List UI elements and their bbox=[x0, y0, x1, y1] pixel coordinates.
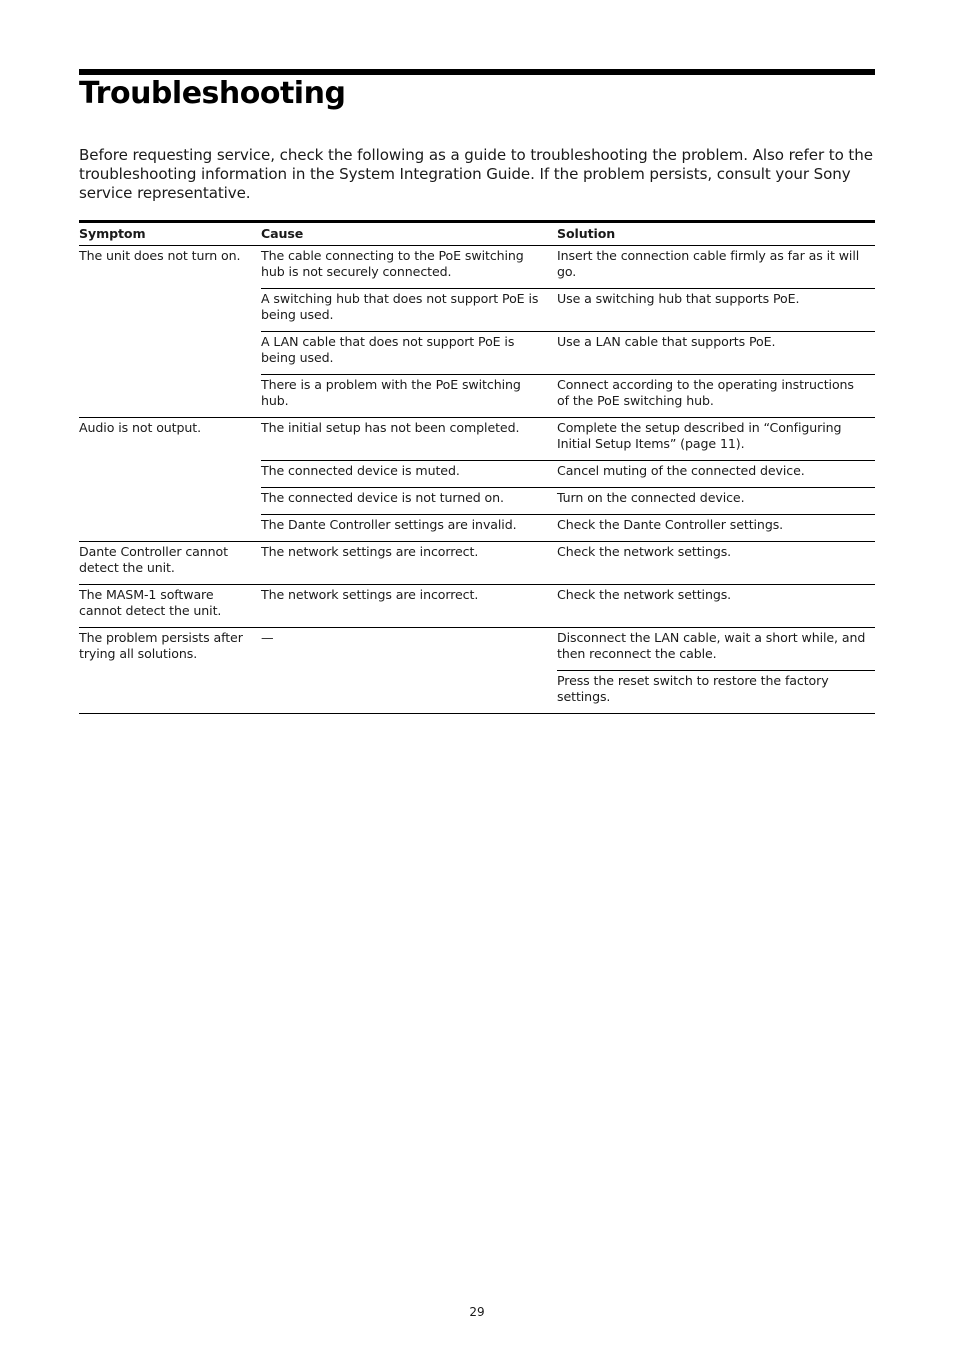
table-row bbox=[79, 585, 875, 628]
intro-paragraph: Before requesting service, check the following as a guide to troubleshooting the problem. Also refer to the troubleshooting information in the System Integration Guide. If the problem persists, consult your Sony service representative. bbox=[79, 146, 873, 202]
solution-cell: Check the network settings. bbox=[557, 544, 732, 559]
troubleshooting-table bbox=[79, 220, 875, 714]
page-number: 29 bbox=[469, 1305, 485, 1319]
cause-cell: The network settings are incorrect. bbox=[261, 587, 479, 602]
table-row bbox=[79, 246, 875, 289]
cause-cell: A LAN cable that does not support PoE is being used. bbox=[261, 332, 557, 375]
table-row bbox=[79, 418, 875, 461]
solution-cell: Use a switching hub that supports PoE. bbox=[557, 289, 875, 332]
solution-cell: Press the reset switch to restore the factory settings. bbox=[557, 671, 875, 714]
cause-cell: The connected device is muted. bbox=[261, 461, 557, 488]
solution-cell: Check the network settings. bbox=[557, 587, 732, 602]
symptom-cell: The problem persists after trying all solutions. bbox=[79, 630, 243, 661]
cause-cell: There is a problem with the PoE switching hub. bbox=[261, 375, 557, 418]
cause-cell: — bbox=[261, 630, 274, 645]
cause-cell: The cable connecting to the PoE switching hub is not securely connected. bbox=[261, 248, 524, 279]
symptom-cell: Dante Controller cannot detect the unit. bbox=[79, 544, 228, 575]
title-rule bbox=[79, 69, 875, 75]
solution-cell: Turn on the connected device. bbox=[557, 488, 875, 515]
solution-cell: Cancel muting of the connected device. bbox=[557, 461, 875, 488]
solution-cell: Use a LAN cable that supports PoE. bbox=[557, 332, 875, 375]
symptom-cell: The MASM-1 software cannot detect the unit. bbox=[79, 587, 222, 618]
solution-cell: Connect according to the operating instructions of the PoE switching hub. bbox=[557, 375, 875, 418]
symptom-cell: The unit does not turn on. bbox=[79, 248, 241, 263]
table-header-row bbox=[79, 222, 875, 246]
solution-cell: Complete the setup described in “Configuring Initial Setup Items” (page 11). bbox=[557, 420, 842, 451]
solution-cell: Check the Dante Controller settings. bbox=[557, 515, 875, 542]
header-cause: Cause bbox=[261, 226, 304, 241]
cause-cell: The connected device is not turned on. bbox=[261, 488, 557, 515]
symptom-cell: Audio is not output. bbox=[79, 420, 202, 435]
page-title: Troubleshooting bbox=[79, 76, 346, 111]
header-solution: Solution bbox=[557, 226, 616, 241]
cause-cell: The initial setup has not been completed. bbox=[261, 420, 520, 435]
cause-cell: The Dante Controller settings are invalid. bbox=[261, 515, 557, 542]
cause-cell: A switching hub that does not support PoE is being used. bbox=[261, 289, 557, 332]
solution-cell: Disconnect the LAN cable, wait a short while, and then reconnect the cable. bbox=[557, 630, 866, 661]
table-row bbox=[79, 628, 875, 671]
cause-cell: The network settings are incorrect. bbox=[261, 544, 479, 559]
table-row bbox=[79, 542, 875, 585]
solution-cell: Insert the connection cable firmly as far as it will go. bbox=[557, 248, 860, 279]
header-symptom: Symptom bbox=[79, 226, 146, 241]
